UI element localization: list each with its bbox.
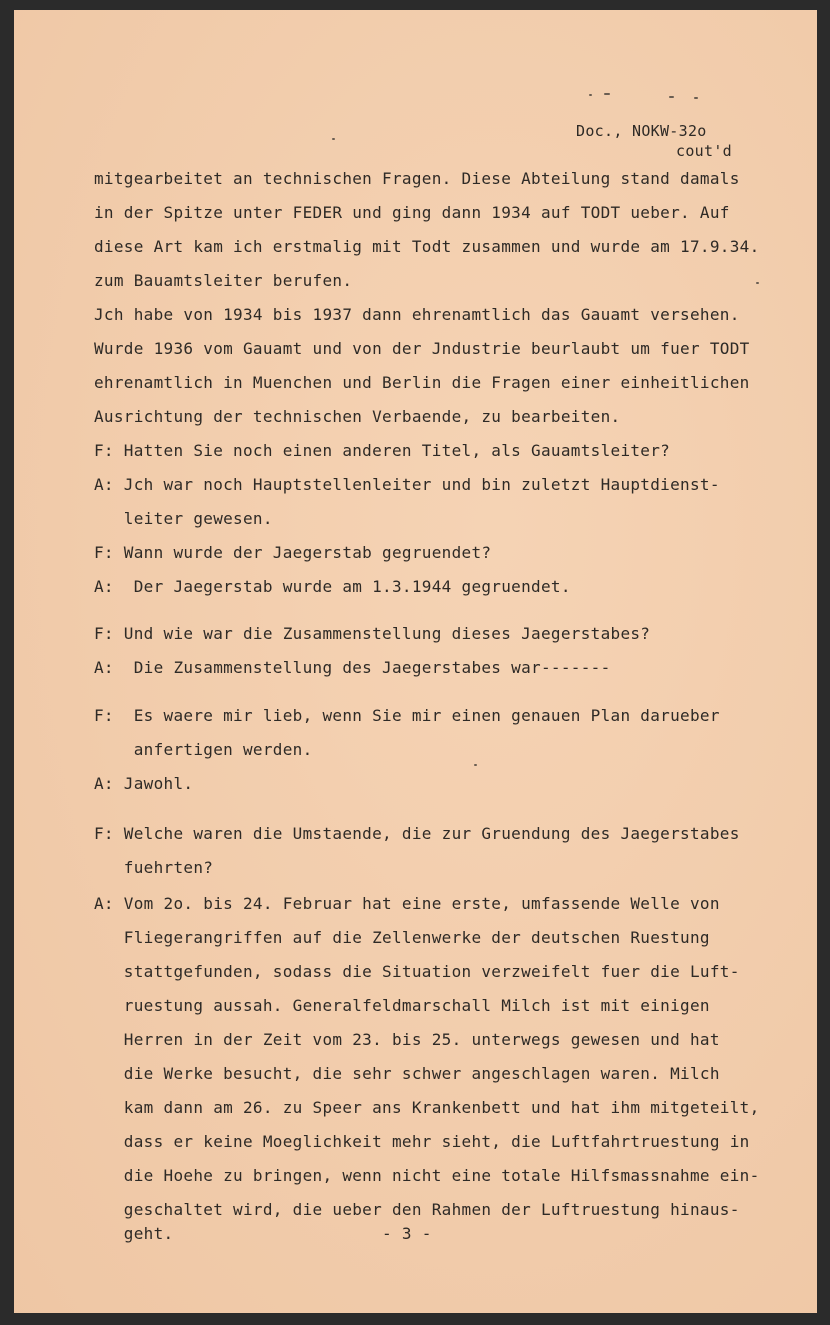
answer-line: die Hoehe zu bringen, wenn nicht eine totale Hilfsmassnahme ein-	[94, 1166, 760, 1185]
answer-line: A: Jawohl.	[94, 774, 194, 793]
question-line: fuehrten?	[94, 858, 214, 877]
answer-line: geschaltet wird, die ueber den Rahmen der Luftruestung hinaus-	[94, 1200, 740, 1219]
text-line: zum Bauamtsleiter berufen.	[94, 271, 353, 290]
question-line: F: Wann wurde der Jaegerstab gegruendet?	[94, 543, 492, 562]
text-line: in der Spitze unter FEDER und ging dann 1934 auf TODT ueber. Auf	[94, 203, 730, 222]
answer-line: Herren in der Zeit vom 23. bis 25. unterwegs gewesen und hat	[94, 1030, 720, 1049]
answer-line: geht.	[94, 1224, 174, 1243]
answer-line: A: Die Zusammenstellung des Jaegerstabes war-------	[94, 658, 611, 677]
document-page	[14, 10, 817, 1313]
question-line: anfertigen werden.	[94, 740, 313, 759]
question-line: F: Welche waren die Umstaende, die zur Gruendung des Jaegerstabes	[94, 824, 740, 843]
question-line: F: Es waere mir lieb, wenn Sie mir einen genauen Plan darueber	[94, 706, 720, 725]
text-line: Wurde 1936 vom Gauamt und von der Jndustrie beurlaubt um fuer TODT	[94, 339, 750, 358]
question-line: F: Und wie war die Zusammenstellung dieses Jaegerstabes?	[94, 624, 651, 643]
answer-line: dass er keine Moeglichkeit mehr sieht, die Luftfahrtruestung in	[94, 1132, 750, 1151]
text-line: diese Art kam ich erstmalig mit Todt zusammen und wurde am 17.9.34.	[94, 237, 760, 256]
answer-line: A: Der Jaegerstab wurde am 1.3.1944 gegruendet.	[94, 577, 571, 596]
answer-line: A: Jch war noch Hauptstellenleiter und bin zuletzt Hauptdienst-	[94, 475, 720, 494]
answer-line: kam dann am 26. zu Speer ans Krankenbett und hat ihm mitgeteilt,	[94, 1098, 760, 1117]
answer-line: stattgefunden, sodass die Situation verzweifelt fuer die Luft-	[94, 962, 740, 981]
question-line: F: Hatten Sie noch einen anderen Titel, als Gauamtsleiter?	[94, 441, 671, 460]
answer-line: leiter gewesen.	[94, 509, 273, 528]
answer-line: Fliegerangriffen auf die Zellenwerke der deutschen Ruestung	[94, 928, 710, 947]
page-number: - 3 -	[382, 1224, 432, 1243]
text-line: Ausrichtung der technischen Verbaende, zu bearbeiten.	[94, 407, 621, 426]
answer-line: A: Vom 2o. bis 24. Februar hat eine erste, umfassende Welle von	[94, 894, 720, 913]
answer-line: die Werke besucht, die sehr schwer angeschlagen waren. Milch	[94, 1064, 720, 1083]
continuation-note: cout'd	[676, 142, 732, 160]
text-line: Jch habe von 1934 bis 1937 dann ehrenamtlich das Gauamt versehen.	[94, 305, 740, 324]
document-reference: Doc., NOKW-32o	[576, 122, 707, 140]
text-line: ehrenamtlich in Muenchen und Berlin die Fragen einer einheitlichen	[94, 373, 750, 392]
answer-line: ruestung aussah. Generalfeldmarschall Milch ist mit einigen	[94, 996, 710, 1015]
text-line: mitgearbeitet an technischen Fragen. Diese Abteilung stand damals	[94, 169, 740, 188]
